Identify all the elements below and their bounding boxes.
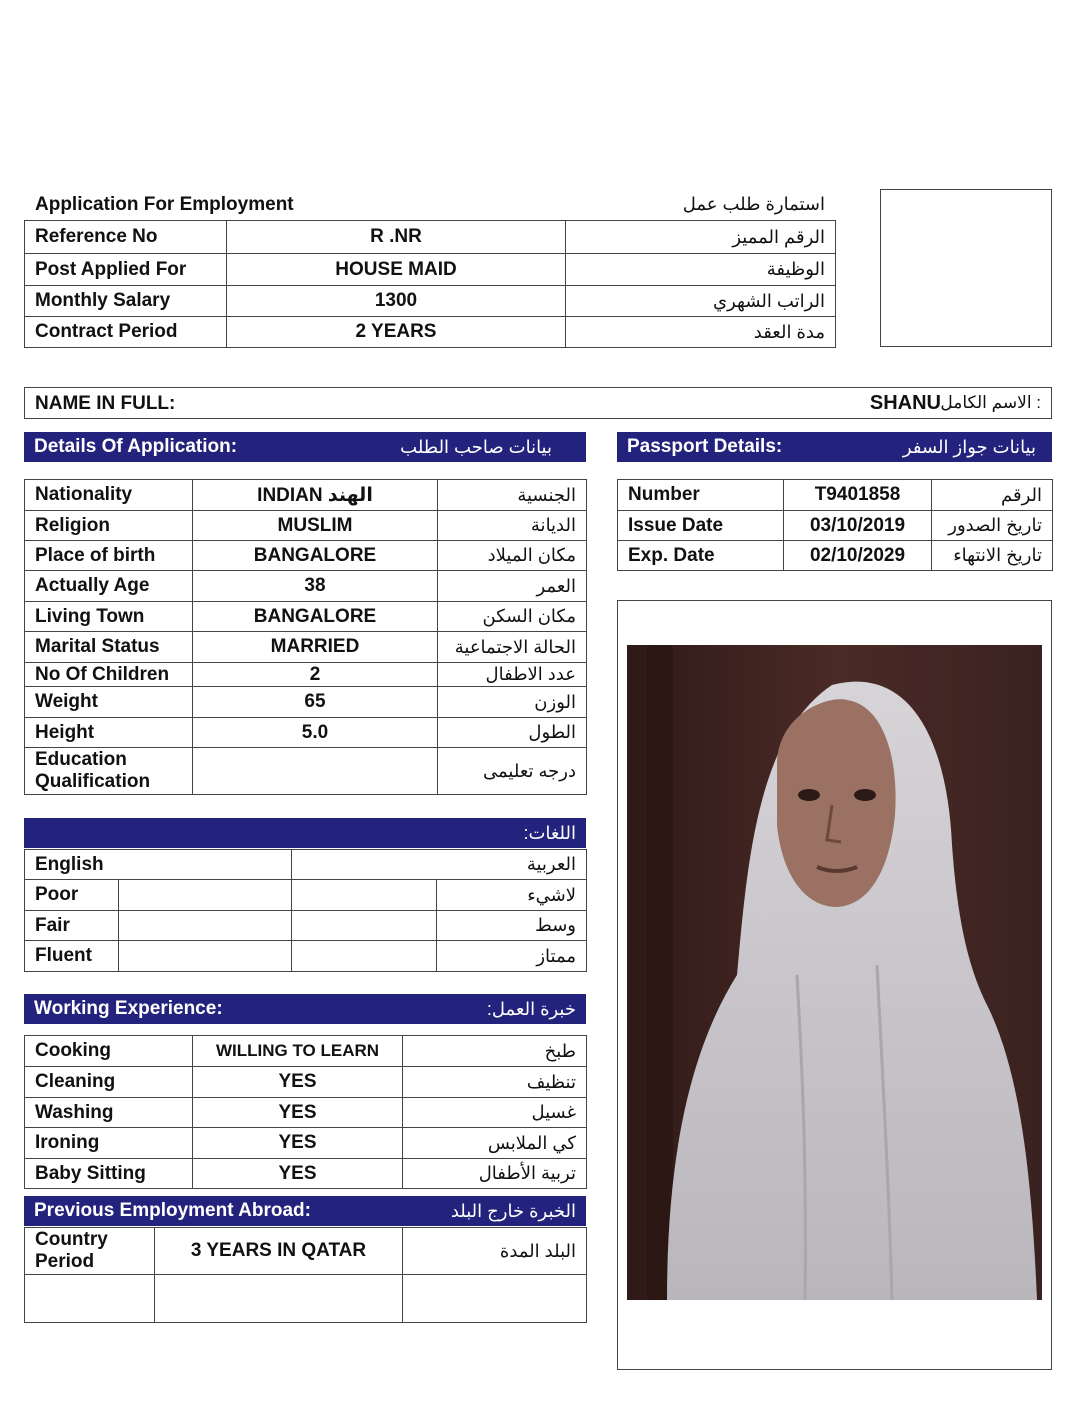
education-label-line1: Education <box>35 749 127 770</box>
right-eye <box>854 789 876 801</box>
salary-value: 1300 <box>227 286 566 317</box>
cooking-label: Cooking <box>25 1036 193 1067</box>
living-town-label-ar: مكان السكن <box>438 602 587 632</box>
baby-sitting-label: Baby Sitting <box>25 1159 193 1189</box>
experience-table <box>24 1035 587 1189</box>
lang-english-label: English <box>25 850 292 880</box>
ironing-value: YES <box>193 1128 403 1159</box>
contract-label: Contract Period <box>25 317 227 348</box>
washing-label: Washing <box>25 1098 193 1128</box>
age-label-ar: العمر <box>438 571 587 602</box>
height-label: Height <box>25 718 193 748</box>
education-value <box>193 748 438 795</box>
lang-poor-label: Poor <box>25 880 119 911</box>
post-label: Post Applied For <box>25 254 227 286</box>
height-value: 5.0 <box>193 718 438 748</box>
experience-title: Working Experience: <box>34 998 223 1019</box>
religion-value: MUSLIM <box>193 511 438 541</box>
passport-table <box>617 479 1053 571</box>
languages-table <box>24 849 587 972</box>
abroad-table <box>24 1227 587 1323</box>
post-label-ar: الوظيفة <box>566 254 836 286</box>
lang-fair-arabic <box>292 911 437 941</box>
contract-label-ar: مدة العقد <box>566 317 836 348</box>
nationality-value: INDIAN الهند <box>193 480 438 511</box>
washing-value: YES <box>193 1098 403 1128</box>
marital-label: Marital Status <box>25 632 193 663</box>
children-label: No Of Children <box>25 663 193 687</box>
lang-arabic-label: العربية <box>292 850 587 880</box>
abroad-header <box>24 1196 586 1226</box>
applicant-photo <box>627 645 1042 1300</box>
passport-number-value: T9401858 <box>784 480 932 511</box>
experience-header <box>24 994 586 1024</box>
living-town-value: BANGALORE <box>193 602 438 632</box>
lang-fair-english <box>119 911 292 941</box>
ironing-label: Ironing <box>25 1128 193 1159</box>
lang-fluent-english <box>119 941 292 972</box>
exp-date-label-ar: تاريخ الانتهاء <box>932 541 1053 571</box>
abroad-label-ar: البلد المدة <box>403 1228 587 1275</box>
age-value: 38 <box>193 571 438 602</box>
birthplace-value: BANGALORE <box>193 541 438 571</box>
lang-poor-label-ar: لاشيء <box>437 880 587 911</box>
abroad-title-ar: الخبرة خارج البلد <box>450 1201 576 1221</box>
lang-fluent-arabic <box>292 941 437 972</box>
abroad-empty-3 <box>403 1275 587 1323</box>
left-eye <box>798 789 820 801</box>
height-label-ar: الطول <box>438 718 587 748</box>
passport-title-ar: بيانات جواز السفر <box>902 437 1036 457</box>
cooking-label-ar: طبخ <box>403 1036 587 1067</box>
exp-date-value: 02/10/2029 <box>784 541 932 571</box>
education-label-line2: Qualification <box>35 771 151 792</box>
abroad-value: 3 YEARS IN QATAR <box>155 1228 403 1275</box>
experience-title-ar: خبرة العمل: <box>486 999 576 1019</box>
age-label: Actually Age <box>25 571 193 602</box>
languages-title-ar: اللغات: <box>523 823 576 843</box>
salary-label-ar: الراتب الشهري <box>566 286 836 317</box>
marital-value: MARRIED <box>193 632 438 663</box>
issue-date-label: Issue Date <box>618 511 784 541</box>
washing-label-ar: غسيل <box>403 1098 587 1128</box>
door-edge <box>647 645 673 1300</box>
reference-label-ar: الرقم المميز <box>566 221 836 254</box>
summary-table <box>24 220 836 348</box>
lang-fluent-label-ar: ممتاز <box>437 941 587 972</box>
living-town-label: Living Town <box>25 602 193 632</box>
name-row <box>24 387 1052 419</box>
small-photo-box <box>880 189 1052 347</box>
abroad-empty-2 <box>155 1275 403 1323</box>
form-title: Application For Employment <box>35 194 294 215</box>
lang-poor-english <box>119 880 292 911</box>
exp-date-label: Exp. Date <box>618 541 784 571</box>
contract-value: 2 YEARS <box>227 317 566 348</box>
education-label-ar: درجه تعليمى <box>438 748 587 795</box>
nationality-label: Nationality <box>25 480 193 511</box>
weight-label-ar: الوزن <box>438 687 587 718</box>
religion-label-ar: الديانة <box>438 511 587 541</box>
cooking-value: WILLING TO LEARN <box>193 1036 403 1067</box>
marital-label-ar: الحالة الاجتماعية <box>438 632 587 663</box>
languages-header <box>24 818 586 848</box>
passport-title: Passport Details: <box>627 436 783 457</box>
salary-label: Monthly Salary <box>25 286 227 317</box>
face-shape <box>777 699 896 907</box>
abroad-empty-1 <box>25 1275 155 1323</box>
cleaning-label-ar: تنظيف <box>403 1067 587 1098</box>
name-label: NAME IN FULL: <box>35 393 176 414</box>
reference-label: Reference No <box>25 221 227 254</box>
lang-fluent-label: Fluent <box>25 941 119 972</box>
baby-sitting-value: YES <box>193 1159 403 1189</box>
name-value: SHANU <box>869 392 941 414</box>
lang-fair-label-ar: وسط <box>437 911 587 941</box>
baby-sitting-label-ar: تربية الأطفال <box>403 1159 587 1189</box>
religion-label: Religion <box>25 511 193 541</box>
birthplace-label-ar: مكان الميلاد <box>438 541 587 571</box>
issue-date-label-ar: تاريخ الصدور <box>932 511 1053 541</box>
details-title-ar: بيانات صاحب الطلب <box>400 437 552 457</box>
passport-number-label: Number <box>618 480 784 511</box>
birthplace-label: Place of birth <box>25 541 193 571</box>
passport-header <box>617 432 1052 462</box>
weight-label: Weight <box>25 687 193 718</box>
ironing-label-ar: كي الملابس <box>403 1128 587 1159</box>
children-label-ar: عدد الاطفال <box>438 663 587 687</box>
lang-poor-arabic <box>292 880 437 911</box>
education-label <box>25 748 193 795</box>
form-title-ar: استمارة طلب عمل <box>682 194 825 214</box>
passport-number-label-ar: الرقم <box>932 480 1053 511</box>
details-title: Details Of Application: <box>34 436 238 457</box>
abroad-label-line2: Period <box>35 1251 95 1272</box>
abroad-title: Previous Employment Abroad: <box>34 1200 311 1221</box>
details-header <box>24 432 586 462</box>
details-table <box>24 479 587 795</box>
children-value: 2 <box>193 663 438 687</box>
cleaning-value: YES <box>193 1067 403 1098</box>
abroad-label <box>25 1228 155 1275</box>
cleaning-label: Cleaning <box>25 1067 193 1098</box>
nationality-label-ar: الجنسية <box>438 480 587 511</box>
lang-fair-label: Fair <box>25 911 119 941</box>
issue-date-value: 03/10/2019 <box>784 511 932 541</box>
name-label-ar: : الاسم الكامل <box>940 393 1041 412</box>
reference-value: R .NR <box>227 221 566 254</box>
abroad-label-line1: Country <box>35 1229 108 1250</box>
weight-value: 65 <box>193 687 438 718</box>
post-value: HOUSE MAID <box>227 254 566 286</box>
